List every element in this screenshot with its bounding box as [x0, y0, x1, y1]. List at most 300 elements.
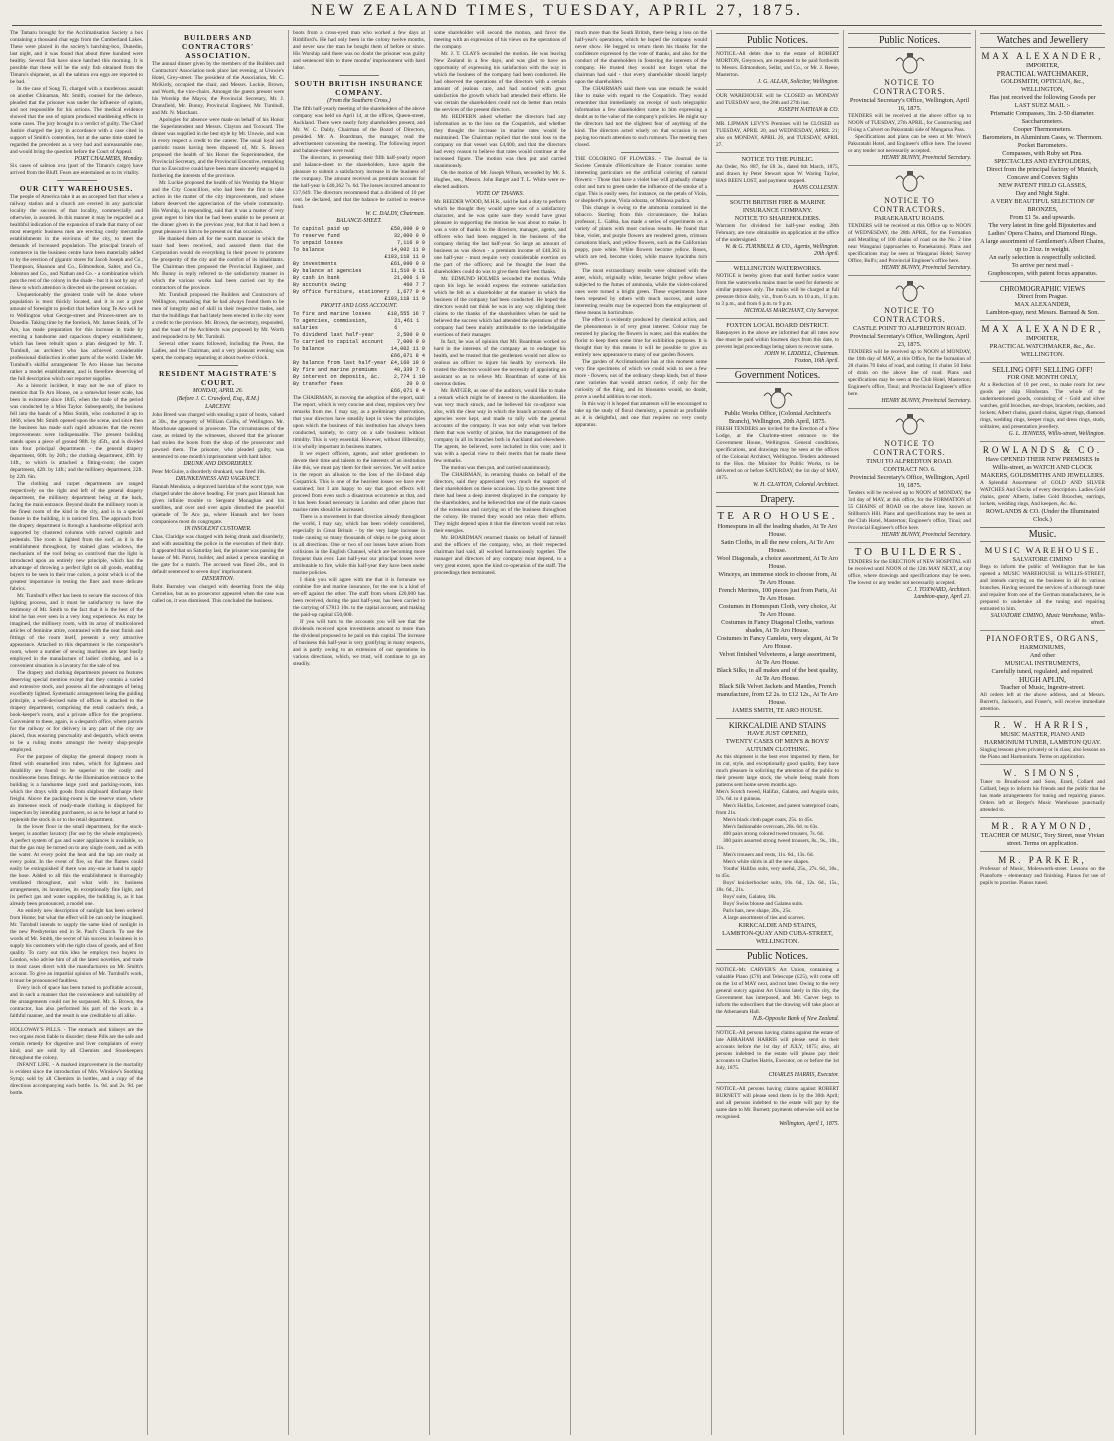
signature: HENRY BUNNY, Provincial Secretary.	[881, 155, 971, 161]
table-cell-amount: 14,002 11 0	[390, 346, 425, 352]
notice: NOTICE is hereby given that until further notice water from the waterworks mains must be used for domestic or similar purposes only. The mains will be charged at full pressure thrice daily, viz., from 6 a.m. to 10 a.m., 11 p.m. to 3 p.m., and from 6 p.m. to 9 p.m.	[716, 273, 839, 307]
column-4	[429, 30, 566, 1435]
advertisement-subtitle: Direct from Prague.	[1017, 293, 1068, 300]
list-item: Boys' knickerbocker suits, 10s. 6d., 12s. 6d., 15s., 18s. 6d., 21s.	[716, 880, 839, 893]
advertisement-name: MAX ALEXANDER,	[1014, 301, 1071, 308]
divider	[980, 281, 1105, 282]
list-item: Prismatic Compasses, 3in. 2-50 diameter.	[990, 110, 1095, 117]
divider	[621, 152, 661, 153]
table-cell-amount: 7,000 0 0	[396, 339, 425, 345]
divider	[980, 716, 1105, 717]
paragraph: THE COLORING OF FLOWERS. - The Journal de la Societe Centrale d'Horticulture de France contains some interesting particulars on the artificial coloring of natural flowers: - Those that have a violet hue will gradually change color and turn to green under the influence of the smoke of a cigar. This is easily seen, for instance, on the petals of Viola, or shepherd's purse, Viola odorata, or Mimosa pudica.	[575, 156, 707, 204]
signature: W. C. DALDY, Chairman.	[365, 211, 425, 217]
paragraph: Mr. Luckie proposed the health of his Worship the Mayor and the City Councillors, who had been the first to take action in the matter of the city improvements, and whose labors deserved the appreciation of the whole community. His Worship, in responding, said that it was a matter of very great regret to him that he had been unable to be present at the dinner given in the previous year, but that it had been a great pleasure to him to be present on that occasion.	[152, 180, 284, 235]
signature: KIRKCALDIE AND STAINS,	[738, 922, 817, 929]
paragraph: The annual dinner given by the members of the Builders and Contractors' Association took place last evening, at Uruwie's Hotel, Grey-street. The president of the Association, Mr. C. McKirdy, occupied the chair, and Messrs. Luckie, Brown, and Worth, the vice-chairs. Amongst the guests present were his Worship the Mayor, the Provincial Secretary, Mr. J. Dransfield, Mr. Bunny, Provincial Engineer, Mr. Turnbull, and Mr. N. Marchant.	[152, 61, 284, 116]
table-row	[293, 388, 425, 395]
list-item: A large assortment of Gentlemen's Albert Chains, up to 21oz. in weight.	[980, 238, 1105, 253]
signature: JOHN W. LIDDELL, Chairman.	[764, 351, 839, 357]
advertisement-title: ROWLANDS & CO.	[982, 445, 1103, 455]
list-item: Compasses, with Ruby set Pins.	[1002, 150, 1083, 157]
notice-heading: WELLINGTON WATERWORKS.	[733, 265, 822, 272]
divider	[716, 152, 839, 153]
column-8	[975, 30, 1105, 1435]
paragraph: some shareholder will second the motion, and favor the meeting with an expression of his views on the operations of the company.	[434, 30, 566, 50]
list-item: Wool Diagonals, a choice assortment, At Te Aro House.	[716, 555, 839, 570]
list-item: Graphoscopes, with patent focus apparatus.	[987, 270, 1098, 277]
royal-crest-icon	[891, 412, 929, 436]
advertisement-subtitle: Carefully tuned, regulated, and repaired.	[991, 668, 1094, 675]
table-cell-amount: £18,555 16 7	[387, 311, 425, 317]
notice: Warrants for dividend for half-year ending 28th February, are now obtainable on application at the office of the undersigned.	[716, 223, 839, 243]
notice: TENDERS for the ERECTION of NEW HOSPITAL will be received until NOON of the 12th MAY NEXT, at my office, where drawings and specifications may be seen. The lowest or any tender not necessarily accepted.	[848, 559, 971, 586]
list-item: 300 pairs assorted strong tweed trousers, 8s., 9s., 10s., 11s.	[716, 838, 839, 851]
paragraph: boots from a cross-eyed man who worked a few days at Riddiford's. He had only been in the colony twelve months, and never saw the man he bought them of before or since. His Worship said there was no doubt the prisoner was guilty and sentenced him to three months' imprisonment with hard labor.	[293, 30, 425, 71]
royal-crest-icon	[891, 51, 929, 75]
advertisement-subtitle: And other	[1029, 652, 1056, 659]
signature: J. G. ALLAN, Solicitor, Wellington.	[757, 79, 839, 85]
advertisement-place: WELLINGTON,	[1020, 86, 1065, 93]
table-cell-label: To balance	[293, 346, 325, 352]
paragraph: Robt. Barnsley was charged with deserting from the ship Cornelius, but as no prosecutor appeared when the case was called on, it was dismissed. This concluded the business.	[152, 584, 284, 604]
table-heading: PROFIT AND LOSS ACCOUNT.	[320, 303, 398, 309]
masthead-rule	[12, 25, 1102, 26]
paragraph: Apologies for absence were made on behalf of his Honor the Superintendent and Messrs. Clayton and Toxward. The dinner was supplied in the best style by Mr. Uruwie, and was in every respect a credit to the caterer. The usual loyal and patriotic toasts having been disposed of, Mr. S. Brown proposed the health of his Honor the Superintendent, the Provincial Secretary, and the Provincial Executive, remarking that no Executive could have been more sincerely engaged in furthering the interests of the province.	[152, 117, 284, 179]
list-item: A large assortment of ties and scarves.	[723, 915, 805, 921]
table-cell-amount: 40,339 7 6	[393, 367, 425, 373]
list-item: Saccharometers.	[1021, 118, 1064, 125]
signature: SALVATORE CIMINO, Music Warehouse, Willis-street.	[990, 613, 1105, 626]
table-row	[293, 275, 425, 282]
paragraph: The CHAIRMAN, in returning thanks on behalf of the directors, said they appreciated very much the support of their shareholders on these occasions. Up to the present time there had been a deep interest displayed in the company by the shareholders, and he believed that one of the main causes of the extension and carrying on of the business throughout the colony. He trusted they would not relax their efforts. They might depend upon it that the directors would not relax their energies.	[434, 472, 566, 534]
list-item: Pocket Barometers.	[1017, 142, 1068, 149]
signature: JAMES SMITH, TE ARO HOUSE.	[732, 707, 823, 714]
advertisement-text: Professor of Music, Molesworth-street. Lessons on the Pianoforte - elementary and finishing. Pianos for use of pupils to practise. Pianos tuned.	[980, 866, 1105, 886]
divider	[10, 1023, 143, 1024]
advertisement-name: SALVATORE CIMINO	[1012, 556, 1073, 563]
notice-subheading: CONTRACT NO. 6.	[883, 466, 936, 473]
column-6	[711, 30, 839, 1435]
table-row	[293, 353, 425, 360]
notice: TENDERS will be received at this Office up to NOON of WEDNESDAY, the 28th APRIL, for the Formation and Metalling of 100 chains of road on the No. 2 line near Wanganui (approaches to Paraekaratu). Plans and specifications may be seen at Wanganui Hotel; Survey Office, Bull's; and Provincial Engineer's office here.	[848, 223, 971, 264]
divider	[716, 261, 839, 262]
table-row	[293, 367, 425, 374]
notice-heading: SOUTH BRITISH FIRE & MARINE INSURANCE COMPANY.	[729, 199, 826, 214]
balance-sheet-table	[293, 226, 425, 303]
table-row	[293, 226, 425, 233]
article-heading: SOUTH BRITISH INSURANCE COMPANY.	[294, 79, 424, 97]
list-item: SPECTACLES AND EYEFOLDERS,	[994, 158, 1091, 165]
divider	[848, 408, 971, 409]
table-cell-amount: £61,000 0 0	[390, 261, 425, 267]
notice-date: Wellington, April 1, 1875.	[779, 1121, 839, 1127]
advertisement-text: As this shipment is the best ever imported by them, for its cut, style, and exceptionally good quality, they have much pleasure in soliciting the attention of the public to their present large stock, the whole being made from patterns sent home seven months ago.	[716, 754, 839, 788]
divider	[848, 542, 971, 543]
table-row	[293, 254, 425, 261]
divider	[198, 365, 238, 366]
notice-subheading: PARAEKARATU ROADS.	[874, 215, 945, 222]
list-item: NEW PATENT FIELD GLASSES,	[998, 182, 1087, 189]
table-row	[293, 311, 425, 318]
article-source: (From the Southern Cross.)	[327, 98, 391, 104]
divider	[980, 441, 1105, 442]
table-cell-label: To fire and marine losses	[293, 311, 371, 317]
advertisement-subtitle: Have OPENED THEIR NEW PREMISES In Willis-street, as WATCH AND CLOCK MAKERS, GOLDSMITHS AND JEWELLERS.	[980, 456, 1105, 479]
paragraph: The CHAIRMAN, in moving the adoption of the report, said: The report, which is very concise and clear, requires very few remarks from me. I may say, as a preliminary observation, that your directors have steadily kept in view the principles upon which the business of this institution has always been conducted, namely, to carry on a safe business without timidity. This is very essential. However, without illiberality, it is wholly important in business matters.	[293, 395, 425, 450]
notice-office: Provincial Secretary's Office, Wellington, April 19, 1875.	[849, 474, 970, 489]
advertisement-title: W. SIMONS,	[1003, 768, 1082, 778]
table-row	[293, 318, 425, 332]
notice-heading: NOTICE TO CONTRACTORS.	[873, 439, 946, 457]
advertisement-subtitle: IMPORTER,	[1025, 335, 1060, 342]
paragraph: Mr. Turnbull proposed the Builders and Contractors of Wellington, remarking that he had always found them to be men of integrity and of skill in their respective trades, and that the buildings that had lately been erected in the city were a credit to the province. Mr. Brown, the secretary, responded, and the toast of the Architects was proposed by Mr. Worth and responded to by Mr. Turnbull.	[152, 292, 284, 340]
column-3	[288, 30, 425, 1435]
table-cell-amount: 21,461 1 6	[394, 318, 420, 331]
table-cell-label: To dividend last half-year	[293, 332, 374, 338]
table-cell-label: By transfer fees	[293, 381, 343, 387]
advertisement-text: All orders left at the above address, and at Messrs. Burrett's, Jackson's, and Fraser's, will receive immediate attention.	[980, 692, 1105, 712]
list-item: Black Silk Velvet Jackets and Mantles, French manufacture, from £2 2s. to £12 12s., At Te Aro House.	[717, 683, 838, 706]
advertisement: HOLLOWAY'S PILLS. - The stomach and kidneys are the two organs most liable to disorder; these Pills are the safe and certain remedy for digestive and liver complaints of every kind, and are sold by all Chemists and Storekeepers throughout the colony.	[10, 1027, 143, 1061]
divider	[716, 318, 839, 319]
table-cell-amount: 7,116 0 0	[396, 240, 425, 246]
watch-items-list	[980, 94, 1105, 278]
paragraph: John Breed was charged with stealing a pair of boots, valued at 30s., the property of William Collis, of Wellington. Mr. Moorhouse appeared to prosecute. The circumstances of the case, as related by the witnesses, showed that the prisoner had stolen the boots from the shop of the prosecutor and pawned them. The prisoner, who pleaded guilty, was sentenced to one month's imprisonment with hard labor.	[152, 412, 284, 460]
table-cell-amount: £103,118 11 0	[384, 254, 425, 260]
advertisement-text: Begs to inform the public of Wellington that he has opened a MUSIC WAREHOUSE in WILLIS-STREET, and intends carrying on the business in all its various branches. Having secured the services of a thorough tuner and repairer from one of the German manufacturers, he is prepared to undertake all the tuning and repairing entrusted to him.	[980, 564, 1105, 612]
table-cell-amount: £4,160 19 0	[390, 360, 425, 366]
table-row	[293, 233, 425, 240]
article-heading: RESIDENT MAGISTRATE'S COURT.	[158, 369, 278, 387]
table-cell-amount: 21,006 1 8	[393, 275, 425, 281]
table-cell-label: To agencies, commission, salaries	[293, 318, 368, 331]
signature: C. J. TOXWARD, Architect.	[906, 587, 971, 593]
table-row	[293, 381, 425, 388]
article-date: MONDAY, APRIL 26.	[192, 388, 244, 394]
section-heading: Public Notices.	[848, 33, 971, 48]
royal-crest-icon	[891, 279, 929, 303]
table-cell-amount: 11,510 0 11	[390, 268, 425, 274]
advertisement-subtitle: HAVE JUST OPENED,	[747, 730, 808, 737]
paragraph: He thanked them all for the warm manner in which the toast had been received, and assured them that the Corporation would do everything in their power to promote the prosperity of the city and the comfort of its inhabitants. The Chairman then proposed the Provincial Engineer, and Mr. Bunny in reply referred to the satisfactory manner in which the various works had been carried out by the contractors of the province.	[152, 236, 284, 291]
signature: JOSEPH NATHAN & CO.	[777, 107, 839, 113]
divider	[716, 117, 839, 118]
advertisement-title: TE ARO HOUSE.	[717, 510, 838, 522]
advertisement-subtitle: PRACTICAL WATCHMAKER, &c., &c.	[989, 343, 1096, 350]
list-item: LAST SUEZ MAIL :-	[1014, 102, 1071, 109]
signature: NICHOLAS MARCHANT, City Surveyor.	[743, 308, 839, 314]
paragraph: Six cases of salmon ova (part of the Timaru's cargo) have arrived from the Bluff. Fears are entertained as to its vitality.	[10, 163, 143, 176]
table-row	[293, 332, 425, 339]
paragraph: There is a movement in that direction already throughout the world, I may say, which has been widely considered, especially in Great Britain - by the very large increase in trade causing so many thousands of ships to be going about in all directions. One or two of our losses have arisen from collisions in the English Channel, which are becoming more frequent than ever. Last half-year our principal losses were attributable to fire, while this half-year they have been under marine policies.	[293, 514, 425, 576]
article-heading: OUR CITY WAREHOUSES.	[19, 184, 134, 193]
notice-heading: FOXTON LOCAL BOARD DISTRICT.	[726, 322, 829, 329]
advertisement: INFANT LIFE. - A marked improvement in the mortality is evident since the introduction of Mrs. Winslow's Soothing Syrup; sold by all Chemists in bottles, and a copy of the directions accompanying each bottle. 1s. 9d. and 2s. 9d. per bottle.	[10, 1062, 143, 1096]
paragraph: The effect is evidently produced by chemical action, and the phenomenon is of very great interest. Colour may be restored by placing the flowers in water, and this enables the florist to keep them some time for exhibition purposes. It is thought that by this means it will be possible to give an entirely new appearance to many of our garden flowers.	[575, 317, 707, 358]
notice: TENDERS will be received up to NOON of MONDAY, the 10th day of MAY, at this Office, for the formation of 28 chains 70 links of road, and cutting 11 chains 50 links of drain on the above line of road. Plans and specifications may be seen at the Club Hotel, Masterton; Engineer's office, Tinui; and Provincial Engineer's office here.	[848, 349, 971, 397]
royal-crest-icon	[891, 169, 929, 193]
table-row	[293, 268, 425, 275]
paragraph: much more than the South British, there being a loss on the half-year's operations, which he hoped the company would never show. He begged to return them his thanks for the confidence expressed by the vote of thanks, and also for the conduct of the shareholders in fostering the interests of the company. He trusted they would not forget what the chairman had said - that every shareholder should largely upon the shareholders.	[575, 30, 707, 85]
profit-loss-table	[293, 311, 425, 395]
column-2	[147, 30, 284, 1435]
section-heading: Drapery.	[716, 492, 839, 507]
paragraph: Several other toasts followed, including the Press, the Ladies, and the Chairman, and a very pleasant evening was spent, the company separating at about twelve o'clock.	[152, 341, 284, 361]
list-item: To arrive per next mail -	[1011, 262, 1074, 269]
list-item: Men's black cloth paget coats, 25s. to 45s.	[723, 817, 814, 823]
paragraph: Mr. J. T. CLAYS seconded the motion. He was leaving New Zealand in a few days, and was glad to have an opportunity of expressing his satisfaction with the way in which the business of the company had been conducted. He had observed the operations of the directors with a certain amount of jealous care, and had noticed with great satisfaction the growth which had attended their efforts. He was certain the shareholders could not do better than retain the services of the present directors.	[434, 51, 566, 113]
table-cell-amount: 32,000 0 0	[393, 233, 425, 239]
list-item: Barometers, in Aluminium Cases, w. Thermom.	[982, 134, 1103, 141]
notice: An Order, No. 887, for £8 3s., dated 6th March, 1875, and drawn by Peter Stewart upon W. Waring Taylor, HAS BEEN LOST, and payment stopped.	[716, 164, 839, 184]
advertisement-place: WELLINGTON.	[1020, 351, 1065, 358]
notice: FRESH TENDERS are invited for the Erection of a New Lodge, at the Charlotte-street entrance to the Government House, Wellington. General conditions, specifications, and drawings may be seen at the offices of the Colonial Architect, Wellington. Tenders addressed to the Hon. the Minister for Public Works, to be delivered on or before SATURDAY, the 1st day of MAY, 1875.	[716, 426, 839, 481]
signature: HENRY BUNNY, Provincial Secretary.	[881, 532, 971, 538]
advertisement-title: KIRKCALDIE AND STAINS	[728, 721, 827, 730]
advertisement-subtitle: MUSIC MASTER, PIANO AND HARMONIUM TUNER, LAMBTON QUAY.	[984, 731, 1101, 746]
advertisement-title: CHROMOGRAPHIC VIEWS	[999, 285, 1086, 293]
advertisement-title: SELLING OFF! SELLING OFF!	[992, 365, 1093, 374]
divider	[980, 362, 1105, 363]
notice-heading: NOTICE TO THE PUBLIC.	[741, 156, 814, 163]
paragraph: On the motion of Mr. Joseph Wilson, seconded by Mr. S. Hughes, sen., Messrs. John Batger and T. L. White were re-elected auditors.	[434, 170, 566, 190]
list-item: Men's fashionable overcoats, 28s. 6d. to 63s.	[723, 824, 819, 830]
divider	[980, 851, 1105, 852]
advertisement-subtitle: IMPORTER,	[1025, 62, 1060, 69]
advertisement-subtitle: GOLDSMITH, OPTICIAN, &c.,	[1000, 78, 1085, 85]
table-cell-amount: £66,071 8 4	[390, 388, 425, 394]
notice-heading: NOTICE TO CONTRACTORS.	[873, 78, 946, 96]
table-row	[293, 289, 425, 296]
section-heading: Music.	[980, 527, 1105, 542]
paragraph: Mr. BOARDMAN returned thanks on behalf of himself and the officers of the company, who, as their respected chairman had said, all worked harmoniously together. The manager and directors of any company must depend, to a very great extent, upon the kind co-operation of the staff. The proceedings then terminated.	[434, 535, 566, 576]
list-item: Direct from the principal factory of Munich,	[986, 166, 1099, 173]
notice-office: Public Works Office, (Colonial Architect's Branch), Wellington, 20th April, 1875.	[724, 410, 831, 425]
article-subheading: (Before J. C. Crawford, Esq., R.M.)	[176, 396, 260, 402]
advertisement-subtitle: TWENTY CASES OF MEN'S & BOYS' AUTUMN CLOTHING.	[725, 738, 830, 753]
list-item: 400 pairs strong colored tweed trousers, 7s. 6d.	[723, 831, 824, 837]
divider	[716, 1082, 839, 1083]
table-heading: BALANCE-SHEET.	[336, 218, 382, 224]
paragraph: Hannah Mendoza, a depraved harridan of the worst type, was charged under the above heading. For years past Hannah has given infinite trouble to Sergeant Monaghan and his satellites, and over and over again disturbed the peaceful quietude of Te Aro pa, where Hannah and her boon companions most do congregate.	[152, 484, 284, 525]
advertisement-title: MAX ALEXANDER,	[981, 51, 1104, 61]
list-item: Paris hats, new shape, 20s., 25s.	[723, 908, 792, 914]
list-item: French Merinos, 100 pieces just from Paris, At Te Aro House.	[718, 587, 837, 602]
notice: OUR WAREHOUSE will be CLOSED on MONDAY and TUESDAY next, the 26th and 27th inst.	[716, 93, 839, 106]
table-cell-label: By cash in bank	[293, 275, 340, 281]
case-heading: DRUNKENNESS AND VAGRANCY.	[175, 476, 261, 482]
table-cell-amount: 2,774 1 10	[393, 374, 425, 380]
paragraph: As a historic incident, it may not be out of place to mention that Te Aro House, on a somewhat lesser scale, has been in existence since 1845, when the trade of the period was conducted by a Miss Taylor. Subsequently, the business fell into the hands of a Miss Smith, who conducted it up to 1866, when Mr. Smith opened upon the scene, and since then the business has made such rapid advances that the recent improvements were indispensable. The present building stands upon a piece of ground 98ft. by 45ft., and is divided into four principal departments - the general drapery department, 60ft. by 26ft.; the clothing department, 49ft. by 14ft., to which is attached a fitting-room; the carpet department, 42ft. by 14ft.; and the millinery department, 22ft. by 22ft. 6in.	[10, 383, 143, 480]
paragraph: The Tamaru brought for the Acclimatisation Society a box containing a thousand char eggs from the Cumberland Lakes. These were placed in the society's hatching-box, Dunedin, last night, and it was found that about three hundred were healthy. Several fish have since hatched this morning. It is possible that these will be the only fish obtained from the Timaru's shipment, as all the salmon ova eggs are reported to be bad.	[10, 30, 143, 85]
advertisement-text: TEACHER OF MUSIC, Tory Street, near Vivian street. Terms on application.	[980, 832, 1105, 847]
list-item: The very latest in fine gold Bijouteries and Ladies' Opera Chains, and Diamond Rings.	[987, 222, 1098, 237]
table-row	[293, 374, 425, 381]
list-item: Cooper Thermometers.	[1013, 126, 1072, 133]
table-row	[293, 261, 425, 268]
list-item: Winceys, an immense stock to choose from, At Te Aro House.	[718, 571, 837, 586]
table-cell-amount: 1,677 0 4	[396, 289, 425, 295]
advertisement-subtitle: MUSICAL INSTRUMENTS,	[1004, 660, 1081, 667]
signature: HENRY BUNNY, Provincial Secretary.	[881, 398, 971, 404]
case-heading: LARCENY.	[205, 404, 231, 410]
paragraph: This change is owing to the ammonia contained in the tobacco. Starting from this circumstance, the Italian professor, L. Gabba, has made a series of experiments on a variety of plants with most curious results. He found that blue, violet, and purple flowers are rendered green, crimson carnations black, and yellow flowers, such as the Californian poppy, pure white. White flowers become yellow. Roses, which are red, become violet, while mauve hyacinths turn green.	[575, 205, 707, 267]
table-cell-label: By balance from last half-year	[293, 360, 387, 366]
paragraph: In the lower floor in the small department, for the stock-keeper, is another lavatory (for use by the whole employees). A perfect system of gas and water appliances is available, so that the gas may be turned on to any single room, and as with the water. At every point the heat and the tap are ready at every point. In the event of fire, so that the flames could easily be extinguished if there was any-one at hand to apply the hose. Added to all this the establishment is thoroughly ventilated throughout, and what with its business arrangements, its lavatories, its exceptionally fine light, and its perfect gas and water supplies, the building is, as it has already been pronounced, a model one.	[10, 824, 143, 907]
table-cell-amount: £103,118 11 0	[384, 296, 425, 302]
signature: HANS COLLESEN.	[793, 185, 839, 191]
list-item: Boys' Swiss blouse and Galatea suits.	[723, 901, 804, 907]
list-item: Black Silks, in all makes and of the best quality, At Te Aro House.	[716, 667, 839, 682]
advertisement-title: MR. RAYMOND,	[991, 821, 1094, 831]
divider	[980, 320, 1105, 321]
advertisement-title: MAX ALEXANDER,	[981, 324, 1104, 334]
advertisement-subtitle: HARMONIUMS,	[1019, 644, 1066, 651]
address: Lambton-quay, next Messrs. Barraud & Son.	[986, 309, 1099, 316]
paragraph: Mr. EDMUND HOLMES seconded the motion. While upon his legs he would express the extreme satisfaction which he felt as a shareholder at the manner in which the business of the company had been conducted. He hoped the directors would not think he was in any way slighting their claims to the thanks of the shareholders when he said he believed the success which had attended the operations of the company had been mainly attributable to the indefatigable exertions of their manager.	[434, 276, 566, 338]
masthead: NEW ZEALAND TIMES, TUESDAY, APRIL 27, 1875.	[311, 2, 803, 19]
notice-heading: TO BUILDERS.	[854, 546, 965, 558]
advertisement-title: PIANOFORTES, ORGANS,	[986, 634, 1099, 643]
list-item: Homespuns in all the leading shades, At Te Aro House.	[717, 523, 838, 538]
notice-office: Provincial Secretary's Office, Wellington, April 23, 1875.	[849, 333, 970, 348]
divider	[848, 165, 971, 166]
paragraph: Mr. REEDER WOOD, M.H.R., said he had a duty to perform which he thought they would agree was of a satisfactory character, and he was quite sure they would have great pleasure in supporting the motion he was about to make. It was a vote of thanks to the directors, manager, agents, and officers who had been engaged in the business of the company during the last half-year. So large an amount of business as was shown - a premium income of £40,362 in one half-year - must require very considerable exertion on the part of the officers; and he thought the least the shareholders could do was to give them their best thanks.	[434, 199, 566, 275]
case-heading: DRUNK AND DISORDERLY.	[183, 461, 253, 467]
divider	[339, 75, 379, 76]
list-item: Satin Cloths, in all the new colors, At Te Aro House.	[721, 539, 834, 554]
signature: HENRY BUNNY, Provincial Secretary.	[881, 265, 971, 271]
list-item: Velvet finished Velveteens, a large assortment, At Te Aro House.	[718, 651, 837, 666]
table-cell-amount: 14,002 11 0	[390, 247, 425, 253]
advertisement-subtitle: Teacher of Music, Ingestre-street.	[1000, 684, 1085, 691]
section-heading: Government Notices.	[716, 368, 839, 383]
paragraph: Peter McGuire, a disorderly drunkard, was fined 10s.	[152, 469, 266, 475]
advertisement-name: HUGH APLIN,	[1018, 675, 1067, 684]
address: LAMBTON-QUAY AND CUBA-STREET, WELLINGTON.	[722, 930, 833, 945]
divider	[980, 817, 1105, 818]
paragraph: Mr. REDFERN asked whether the directors had any information as to the loss on the Cospatrick, and whether they thought the increase in marine rates would be maintained. The Chairman replied that the total loss to the company on that vessel was £4,000, and that the directors had every reason to believe that rates would continue at the increased figure. The motion was then put and carried unanimously.	[434, 114, 566, 169]
advertisement-title: MUSIC WAREHOUSE.	[984, 545, 1101, 555]
list-item: Men's white shirts in all the new shapes.	[723, 859, 810, 865]
signature: W. H. CLAYTON, Colonial Architect.	[752, 482, 839, 488]
notice: NOTICE.-All persons having claims against ROBERT BURNETT will please send them in by the 30th April; and all persons indebted to the estate will pay by the same date to Mr. Burnett; payments otherwise will not be recognised.	[716, 1086, 839, 1120]
kirkcaldie-items-list	[716, 789, 839, 922]
list-item: Men's trousers and vests, 11s. 6d., 13s. 6d.	[723, 852, 814, 858]
advertisement-text: Tuner to Broadwood and Sons, Erard, Collard and Collard, begs to inform his friends and the public that he has made arrangements for tuning and repairing pianos. Orders left at Berger's Music Warehouse punctually attended to.	[980, 779, 1105, 813]
column-1	[10, 30, 143, 1435]
notice-date: 20th April.	[813, 251, 839, 257]
table-row	[293, 346, 425, 353]
table-cell-label: By accounts owing	[293, 282, 346, 288]
advertisement-title: MR. PARKER,	[998, 855, 1087, 865]
table-cell-label: By office furniture, stationery	[293, 289, 390, 295]
list-item: Men's Halifax, Leicester, and patent waterproof coats, from 21s.	[716, 803, 839, 816]
paragraph: In this way it is hoped that amateurs will be encouraged to take up the study of floral chemistry, a pursuit as profitable as it is delightful, and one that requires no very costly apparatus.	[575, 401, 707, 428]
article-heading: BUILDERS AND CONTRACTORS' ASSOCIATION.	[181, 33, 255, 60]
table-cell-label: By fire and marine premiums	[293, 367, 378, 373]
notice-heading: NOTICE TO CONTRACTORS.	[873, 306, 946, 324]
table-cell-label: To carried to capital account	[293, 339, 384, 345]
paragraph: An entirely new description of sunlight has been ordered from Home; but what the effect will be can only be imagined. Mr. Turnbull intends to supply the same kind of sunlight in the new Presbyterian end in St. Paul's Church. To use the words of Mr. Smith, the secret of his success in business is to supply his customers with the right class of goods, and of first quality. To carry out this idea he employs two buyers in London, who advise him of all the latest novelties, and trade in most cases direct with the manufacturers on Mr. Smith's account. To give an impartial opinion of Mr. Turnbull's work, it must be pronounced faultless.	[10, 908, 143, 984]
advertisement-title: R. W. HARRIS,	[994, 720, 1091, 730]
royal-crest-icon	[759, 386, 797, 410]
notice: Ratepayers in the above are informed that all rates now due must be paid within fourteen days from this date, to prevent legal proceedings being taken to recover same.	[716, 330, 839, 350]
notice: MR. LIPMAN LEVY'S Premises will be CLOSED on TUESDAY, APRIL 20, and WEDNESDAY, APRIL 21; also on MONDAY, APRIL 26, and TUESDAY, APRIL 27.	[716, 121, 839, 148]
paragraph: Mr. BATGER, as one of the auditors, would like to make a remark which might be of interest to the shareholders. He was very much struck, and he believed his co-adjutor was also, with the clear way in which the branch accounts of the agencies were kept, and made to tally with the general accounts of the company. It was not only what was before them that was worthy of praise, but the management of the company in all its branches both in Auckland and elsewhere. The agents, he believed, were included in this vote; and it was with a special view to their merits that he made these few remarks.	[434, 388, 566, 464]
divider	[716, 89, 839, 90]
list-item: Men's Scotch tweed, Halifax, Galatea, and Angola suits, 37s. 6d. to 4 guineas.	[716, 789, 839, 802]
table-cell-label: By investments	[293, 261, 337, 267]
paragraph: It we expect officers, agents, and other gentlemen to devote their time and talents to the interests of an institution like this, we must pay them for their services. Yet will notice in the report an allusion to the loss of the ill-fated ship Cospatrick. This is one of the heaviest losses we have ever sustained; but I am happy to say that good effects will proceed from even such a disastrous occurrence as that, and it has been found necessary in London and other places that marine rates should be increased.	[293, 451, 425, 513]
notice: TENDERS will be received at the above office up to NOON of TUESDAY, 27th APRIL, for Constructing and Fixing a Culvert on Pakuratahi side of Mungaroa Pass.	[848, 113, 971, 133]
paragraph: In fact, he was of opinion that Mr. Boardman worked so hard in the interests of the company as to endanger his health, and he trusted that the gentlemen would not allow so zealous an officer to injure his health by overwork. He trusted the directors would see the necessity of appointing an assistant so as to relieve Mr. Boardman of some of his onerous duties.	[434, 339, 566, 387]
signature: W. & G. TURNBULL & CO., Agents, Wellington.	[725, 244, 839, 250]
signature: G. L. JENNESS, Willis-street, Wellington.	[1008, 431, 1105, 437]
paragraph: The people of America take it as an accepted fact that when a railway station and a church are erected in any particular locality the success of that locality, commercially and otherwise, is assured. In this manner it may be regarded as a healthful indication of the expansion of trade that many of our most energetic business men are erecting costly mercantile establishments in the environs of the city, to meet the demands of increased population. The principal branch of commerce in the business centre have been materially added to by the erection of gigantic stores for Jacob Joseph and Co., Thompson, Shannon and Co., Edmondson, Salter, and Co., Johnston and Co., and Nathan and Co. - a combination which puts the rest of the colony in the shade - but it is not by any of these to which attention is directed on the present occasion.	[10, 194, 143, 291]
table-cell-amount: 460 7 7	[403, 282, 425, 288]
table-cell-label: To capital paid up	[293, 226, 350, 232]
paragraph: The drapery and clothing departments present no features deserving special mention except that they contain a varied and extensive stock, and possess all the advantages of being excellently lighted. Systematic arrangement being the guiding principle, a well-devised suite of offices is attached to the drapery department, comprising the retail cashier's desk, a book-keeper's room, and a private office for the proprietor. Convenient to these, again, is a despatch office, where parcels for the railway or for delivery in any part of the city are placed, thus ensuring punctuality and despatch, which seems to be a ruling motto amongst the twenty shop-people employed.	[10, 670, 143, 753]
list-item: An early selection is respectfully solicited.	[988, 254, 1097, 261]
notice: NOTICE.-All debts due to the estate of ROBERT MORTON, Greytown, are requested to be paid forthwith to Messrs. Edmondson, Sellar, and Co., or Mr. J. Reese, Masterton.	[716, 51, 839, 78]
signature: ROWLANDS & CO. (Under the Illuminated Clock.)	[985, 508, 1100, 523]
list-item: Day and Night Sight.	[1015, 190, 1070, 197]
paragraph: The CHAIRMAN said there was one remark he would like to make with regard to the Cospatrick. They would remember that immediately on receipt of such telegraphic information a few shareholders came to him expressing a doubt as to the value of the company's policies. He might say the directors had not the slightest fear of anything of the kind. The directors acted wisely on that occasion in not paying too much attention to such rumours. The meeting then closed.	[575, 86, 707, 148]
table-row	[293, 247, 425, 254]
paragraph: Chas. Claridge was charged with being drunk and disorderly, and with assaulting the police in the execution of their duty. It appeared that on Saturday last, the prisoner was passing the house of Mr. Parrot, builder, and asked a person standing at the gate for a match. The accused was fined 20s., and in default sentenced to seven days' imprisonment.	[152, 534, 284, 575]
table-row	[293, 360, 425, 367]
divider	[716, 195, 839, 196]
divider	[716, 718, 839, 719]
signature: N.B.-Opposite Bank of New Zealand.	[752, 1016, 839, 1022]
divider	[848, 275, 971, 276]
section-heading: Watches and Jewellery	[980, 33, 1105, 48]
advertisement-text: A Splendid Assortment of GOLD AND SILVER WATCHES And Clocks of every description. Ladies Gold chains, gents' Alberts, ladies Gold Brooches, earrings, lockets, wedding rings, And keepers, &c. &c.	[980, 480, 1105, 507]
paragraph: I think you will agree with me that it is fortunate we combine fire and marine insurance, for the one is a kind of set-off against the other. The staff from whom £20,000 has been received, during the past half-year, has been carried to the carrying of £7813 10s. to the capital account, and making the paid-up capital £50,000.	[293, 577, 425, 618]
divider	[716, 1026, 839, 1027]
list-item: Boys' suits, Galatea, 18s.	[723, 894, 777, 900]
paragraph: The fifth half-yearly meeting of the shareholders of the above company was held on April 14, at the offices, Queen-street, Auckland. There were nearly forty shareholders present, and Mr. W. C. Daldy, Chairman of the Board of Directors, presided. Mr. A. Boardman, the manager, read the advertisement convening the meeting. The following report and balance-sheet were read:	[293, 106, 425, 154]
dateline: PORT CHALMERS, Monday.	[74, 156, 143, 162]
paragraph: Mr. Turnbull's effect has been to secure the success of this lighting process, and it must be satisfactory to have the testimony of Mr. Smith to the fact that it is the best of the kind he has ever seen in a very long experience. As may be imagined, the millinery room, with its array of multicolored articles of feminine attire, contrasted with the neat finish and fittings of the room itself, presents a very attractive appearance. Attached to this department is the compositor's room, where a number of sewing machines are kept busily employed in the manufacture of ladies' clothing, and in a convenient situation is a lavatory for the sale of tea.	[10, 593, 143, 669]
paragraph: Every inch of space has been turned to profitable account, and in such a manner that the convenience and suitability of the arrangements could not be surpassed. Mr. S. Brown, the contractor, has also performed his part of the work in a faithful manner, and the result is one creditable to all alike.	[10, 985, 143, 1019]
table-row	[293, 339, 425, 346]
list-item: A VERY BEAUTIFUL SELECTION OF BRONZES,	[990, 198, 1095, 213]
paragraph: The directors, in presenting their fifth half-yearly report and balance-sheet to the shareholders, have again the pleasure to submit a satisfactory increase in the business of the company. The amount received as premium account for the half-year is £40,362 7s. 6d. The losses incurred amount to £17,649. The directors recommend that a dividend of 10 per cent. be declared, and that the balance be carried to reserve fund.	[293, 155, 425, 210]
list-item: Costumes in Fancy Diagonal Cloths, various shades, At Te Aro House.	[721, 619, 834, 634]
table-cell-label: By balance at agencies	[293, 268, 362, 274]
advertisement-subtitle: FOR ONE MONTH ONLY,	[1007, 374, 1078, 381]
paragraph: The clothing and carpet departments are ranged respectively on the right and left of the general drapery department, the millinery department being at the back, facing the main entrance. Beyond doubt the millinery room is the finest room of the kind in the city, and is in a special feature in the building, it is noticed first. The approach from the drapery department is through a handsome elliptical arch supported by clustered columns with carved capitals and pedestals. The room is lighted from the roof, as it is the establishment throughout, by stained glass windows, the mechanism of the roof being so contrived that the light is introduced upon an entirely new principle, which has the advantage of throwing a perfect light on all goods, enabling buyers to be seen in their true colors, a point which is of the greatest importance in testing the finer and more delicate fabrics.	[10, 481, 143, 592]
table-row	[293, 240, 425, 247]
paragraph: If you will turn to the accounts you will see that the dividends received upon investments amount to more than the dividend proposed to be paid on this capital. The increase of business this half-year is very gratifying in many respects, and is partly owing to an extension of our operations in various directions, which, we trust, will continue to go on steadily.	[293, 619, 425, 667]
column-5	[570, 30, 707, 1435]
table-row	[293, 282, 425, 289]
list-item: Concave and Convex Sights	[1006, 174, 1079, 181]
list-item: Costumes in Fancy Camlets, very elegant, At Te Aro House.	[716, 635, 839, 650]
case-heading: DESERTION.	[201, 576, 235, 582]
column-7	[843, 30, 971, 1435]
advertisement-text: Singing lessons given privately or in class; also lessons on the Piano and Harmonium. Terms on application.	[980, 747, 1105, 760]
table-cell-amount: £66,071 8 4	[390, 353, 425, 359]
notice-subheading: CASTLE POINT TO ALFREDTON ROAD.	[852, 325, 967, 332]
te-aro-items-list	[716, 523, 839, 707]
table-cell-amount: 2,500 0 0	[396, 332, 425, 338]
notice-date: Lambton-quay, April 21.	[914, 594, 971, 600]
signature: CHARLES HARRIS, Executor.	[768, 1072, 839, 1078]
table-cell-label: To balance	[293, 247, 325, 253]
